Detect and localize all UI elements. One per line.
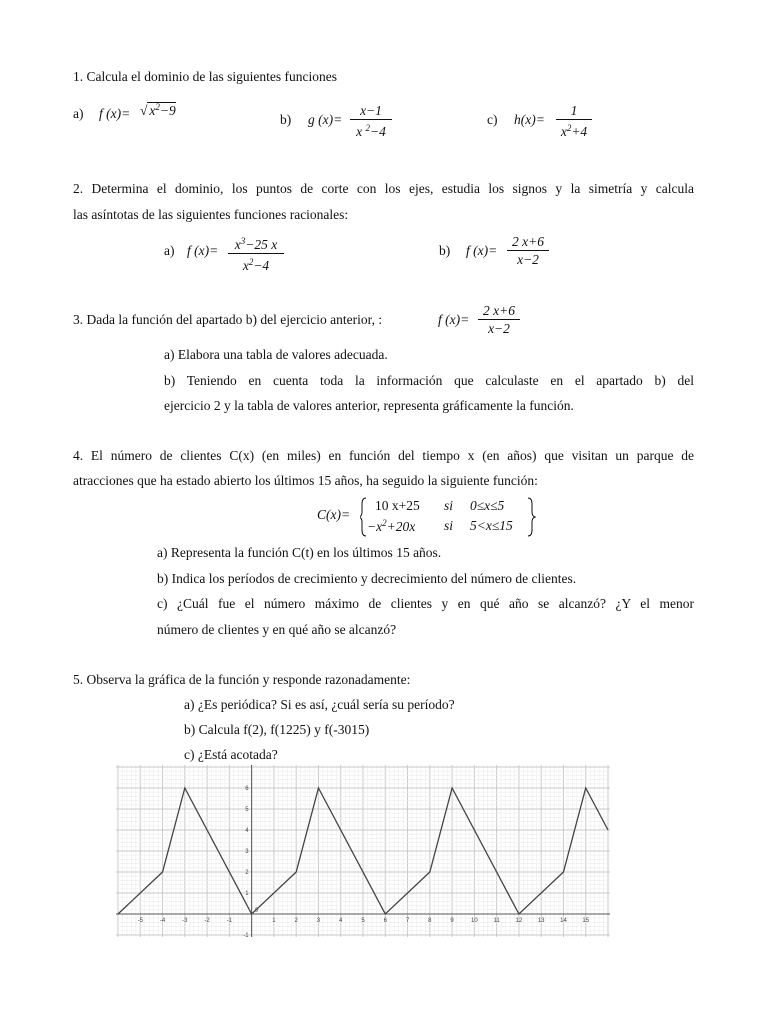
ex1-c-lhs: h(x)= (514, 112, 545, 127)
x-tick-label: 11 (493, 918, 500, 924)
fraction-bar (350, 119, 392, 120)
ex1-c-fraction (556, 103, 592, 139)
ex3-a: a) Elabora una tabla de valores adecuada. (164, 347, 388, 362)
x-tick-label: 5 (361, 918, 365, 924)
x-tick-label: -1 (226, 918, 233, 924)
y-tick-label: 1 (245, 891, 249, 897)
ex1-b-fraction (350, 103, 392, 139)
ex1-a-sqrt (140, 102, 176, 119)
x-tick-label: 7 (405, 918, 410, 924)
ex4-row2-expr: $-x^2+20x$ (367, 518, 416, 534)
x-tick-label: 4 (339, 918, 343, 924)
ex2-a-den: $x^2-4$ (242, 257, 270, 273)
y-tick-label: 3 (245, 849, 249, 855)
ex2-b-label: b) (439, 243, 451, 258)
y-tick-label: 4 (245, 828, 249, 834)
ex1-c-label: c) (487, 112, 498, 127)
x-tick-label: 2 (294, 918, 298, 924)
ex2-a-lhs: f (x)= (187, 243, 219, 258)
ex3-b2: ejercicio 2 y la tabla de valores anterior, representa gráficamente la función. (164, 398, 574, 413)
y-tick-label: 5 (245, 807, 249, 813)
ex4-row1-expr: 10 x+25 (375, 498, 420, 513)
ex5-title: 5. Observa la gráfica de la función y responde razonadamente: (73, 672, 411, 687)
ex5-c: c) ¿Está acotada? (184, 747, 278, 762)
x-tick-label: -5 (137, 918, 143, 924)
ex2-b-den: x−2 (517, 252, 539, 267)
fraction-bar (478, 319, 520, 320)
ex4-c2: número de clientes y en qué año se alcanzó? (157, 622, 397, 637)
ex4-b: b) Indica los períodos de crecimiento y decrecimiento del número de clientes. (157, 571, 577, 586)
x-tick-label: 14 (560, 918, 567, 924)
x-tick-label: -4 (159, 918, 166, 924)
ex1-a-lhs: f (x)= (99, 106, 131, 121)
x-tick-label: 15 (582, 918, 590, 924)
fraction-bar (556, 119, 592, 120)
y-tick-label: 6 (245, 786, 249, 792)
ex1-title: 1. Calcula el dominio de las siguientes funciones (73, 69, 337, 84)
ex1-b-num: x−1 (360, 103, 382, 118)
ex3-lhs: f (x)= (438, 312, 470, 327)
ex4-row1-si: si (444, 498, 454, 513)
fraction-bar (228, 253, 284, 254)
ex3-fraction (478, 303, 520, 336)
ex2-line1: 2. Determina el dominio, los puntos de corte con los ejes, estudia los signos y la simetría y calcula (73, 181, 694, 196)
ex2-a-num: $x^3-25$ x (234, 236, 278, 252)
x-tick-label: 1 (272, 918, 276, 924)
ex5-a: a) ¿Es periódica? Si es así, ¿cuál sería su período? (184, 697, 455, 712)
ex1-c-num: 1 (570, 103, 578, 118)
x-tick-label: 9 (450, 918, 454, 924)
ex5-b: b) Calcula f(2), f(1225) y f(-3015) (184, 722, 370, 737)
ex4-line1: 4. El número de clientes C(x) (en miles) en función del tiempo x (en años) que visitan un parque de (73, 448, 694, 463)
x-tick-label: -3 (182, 918, 188, 924)
x-tick-label: -2 (204, 918, 210, 924)
ex2-b-fraction (507, 234, 549, 267)
ex2-line2: las asíntotas de las siguientes funciones racionales: (73, 207, 349, 222)
ex1-a-label: a) (73, 106, 84, 121)
ex3-title: 3. Dada la función del apartado b) del ejercicio anterior, : (73, 312, 383, 327)
ex2-a-fraction (228, 234, 284, 273)
ex4-c1: c) ¿Cuál fue el número máximo de clientes y en qué año se alcanzó? ¿Y el menor (157, 596, 694, 611)
ex3-b1: b) Teniendo en cuenta toda la información que calculaste en el apartado b) del (164, 373, 694, 388)
ex1-b-lhs: g (x)= (308, 112, 343, 127)
ex3-den: x−2 (488, 321, 510, 336)
ex4-row1-cond: 0≤x≤5 (470, 498, 505, 513)
x-tick-label: 6 (383, 918, 387, 924)
x-tick-label: 13 (537, 918, 545, 924)
ex4-row2-cond: 5<x≤15 (470, 518, 513, 533)
ex1-b-den: x $^2$−4 (356, 123, 386, 139)
sqrt-sign: √ (140, 103, 148, 118)
ex1-b-label: b) (280, 112, 292, 127)
x-tick-label: 8 (428, 918, 432, 924)
origin-label: 0 (254, 908, 259, 914)
x-tick-label: 3 (316, 918, 321, 924)
y-tick-label: 2 (245, 870, 249, 876)
ex2-a-label: a) (164, 243, 175, 258)
ex1-a-radicand: $x^2-9$ (149, 102, 176, 118)
fraction-bar (507, 250, 549, 251)
ex2-b-lhs: f (x)= (466, 243, 498, 258)
function-graph (116, 765, 610, 937)
ex4-a: a) Representa la función C(t) en los últimos 15 años. (157, 545, 442, 560)
x-tick-label: 12 (515, 918, 523, 924)
y-tick-label: -1 (243, 933, 249, 937)
ex4-lhs: C(x)= (317, 507, 351, 522)
ex4-line2: atracciones que ha estado abierto los últimos 15 años, ha seguido la siguiente función: (73, 473, 538, 488)
ex1-c-den: $x^2+4$ (560, 123, 588, 139)
x-tick-label: 10 (471, 918, 478, 924)
ex2-b-num: 2 x+6 (512, 234, 544, 249)
ex3-num: 2 x+6 (483, 303, 515, 318)
ex4-row2-si: si (444, 518, 454, 533)
